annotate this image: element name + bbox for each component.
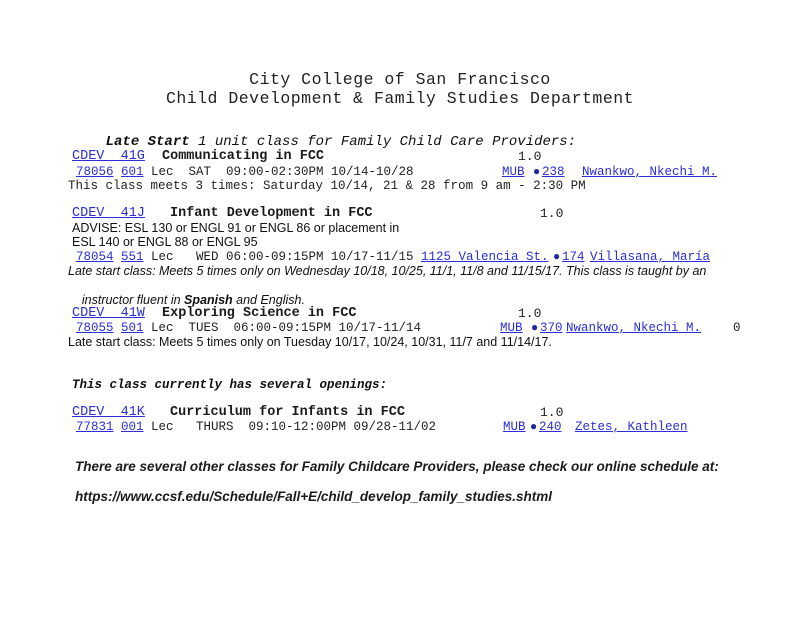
course-title-41w: Exploring Science in FCC <box>162 306 357 321</box>
openings-note: This class currently has several openings: <box>72 378 388 392</box>
course-note-41j-line1: Late start class: Meets 5 times only on Wednesday 10/18, 10/25, 11/1, 11/8 and 11/15/17. This class is taught by an <box>68 264 707 278</box>
room-bullet-icon: ● <box>530 420 538 434</box>
meeting-info-41w: Lec TUES 06:00-09:15PM 10/17-11/14 <box>151 321 422 335</box>
section-link-41w[interactable]: 501 <box>121 321 144 335</box>
footer-message: There are several other classes for Family Childcare Providers, please check our online schedule at: <box>75 459 719 474</box>
crn-link-41k[interactable]: 77831 <box>76 420 114 434</box>
building-link-41w[interactable]: MUB <box>500 321 523 335</box>
instructor-link-41k[interactable]: Zetes, Kathleen <box>575 420 688 434</box>
course-title-41k: Curriculum for Infants in FCC <box>170 405 405 420</box>
instructor-link-41g[interactable]: Nwankwo, Nkechi M. <box>582 165 718 179</box>
instructor-link-41j[interactable]: Villasana, María <box>590 250 711 264</box>
course-units-41w: 1.0 <box>518 306 542 321</box>
course-title-41j: Infant Development in FCC <box>170 206 373 221</box>
advise-line-1: ADVISE: ESL 130 or ENGL 91 or ENGL 86 or placement in <box>72 221 400 235</box>
advise-line-2: ESL 140 or ENGL 88 or ENGL 95 <box>72 235 258 249</box>
course-units-41j: 1.0 <box>540 206 564 221</box>
course-41k-schedule-row <box>0 420 800 555</box>
note-text: instructor fluent in <box>81 293 185 307</box>
room-bullet-icon: ● <box>553 250 561 264</box>
schedule-url: https://www.ccsf.edu/Schedule/Fall+E/child_develop_family_studies.shtml <box>75 489 553 504</box>
room-bullet-icon: ● <box>533 165 541 179</box>
course-code-link-41j[interactable]: CDEV 41J <box>72 206 145 221</box>
course-note-41g: This class meets 3 times: Saturday 10/14, 21 & 28 from 9 am - 2:30 PM <box>68 179 586 193</box>
college-title: City College of San Francisco <box>249 70 551 89</box>
room-link-41j[interactable]: 174 <box>562 250 585 264</box>
intro-text: 1 unit class for Family Child Care Providers: <box>189 133 577 150</box>
course-units-41k: 1.0 <box>540 405 564 420</box>
note-spanish-emphasis: Spanish <box>184 293 233 307</box>
crn-link-41g[interactable]: 78056 <box>76 165 114 179</box>
address-link-41j[interactable]: 1125 Valencia St. <box>421 250 549 264</box>
course-code-link-41g[interactable]: CDEV 41G <box>72 149 145 164</box>
course-note-41w: Late start class: Meets 5 times only on Tuesday 10/17, 10/24, 10/31, 11/7 and 11/14/17. <box>68 335 552 349</box>
meeting-info-41g: Lec SAT 09:00-02:30PM 10/14-10/28 <box>151 165 414 179</box>
crn-link-41w[interactable]: 78055 <box>76 321 114 335</box>
meeting-info-41j: Lec WED 06:00-09:15PM 10/17-11/15 <box>151 250 414 264</box>
section-link-41g[interactable]: 601 <box>121 165 144 179</box>
room-bullet-icon: ● <box>531 321 539 335</box>
course-code-link-41w[interactable]: CDEV 41W <box>72 306 145 321</box>
room-link-41w[interactable]: 370 <box>540 321 563 335</box>
note-text: and English. <box>232 293 305 307</box>
course-title-41g: Communicating in FCC <box>162 149 325 164</box>
section-link-41k[interactable]: 001 <box>121 420 144 434</box>
course-code-link-41k[interactable]: CDEV 41K <box>72 405 145 420</box>
room-link-41g[interactable]: 238 <box>542 165 565 179</box>
department-title: Child Development & Family Studies Department <box>165 89 635 108</box>
section-link-41j[interactable]: 551 <box>121 250 144 264</box>
building-link-41g[interactable]: MUB <box>502 165 525 179</box>
open-seats-count: 0 <box>733 321 741 335</box>
instructor-link-41w[interactable]: Nwankwo, Nkechi M. <box>566 321 702 335</box>
meeting-info-41k: Lec THURS 09:10-12:00PM 09/28-11/02 <box>151 420 437 434</box>
crn-link-41j[interactable]: 78054 <box>76 250 114 264</box>
course-units-41g: 1.0 <box>518 149 542 164</box>
building-link-41k[interactable]: MUB <box>503 420 526 434</box>
late-start-label: Late Start <box>105 133 190 150</box>
room-link-41k[interactable]: 240 <box>539 420 562 434</box>
